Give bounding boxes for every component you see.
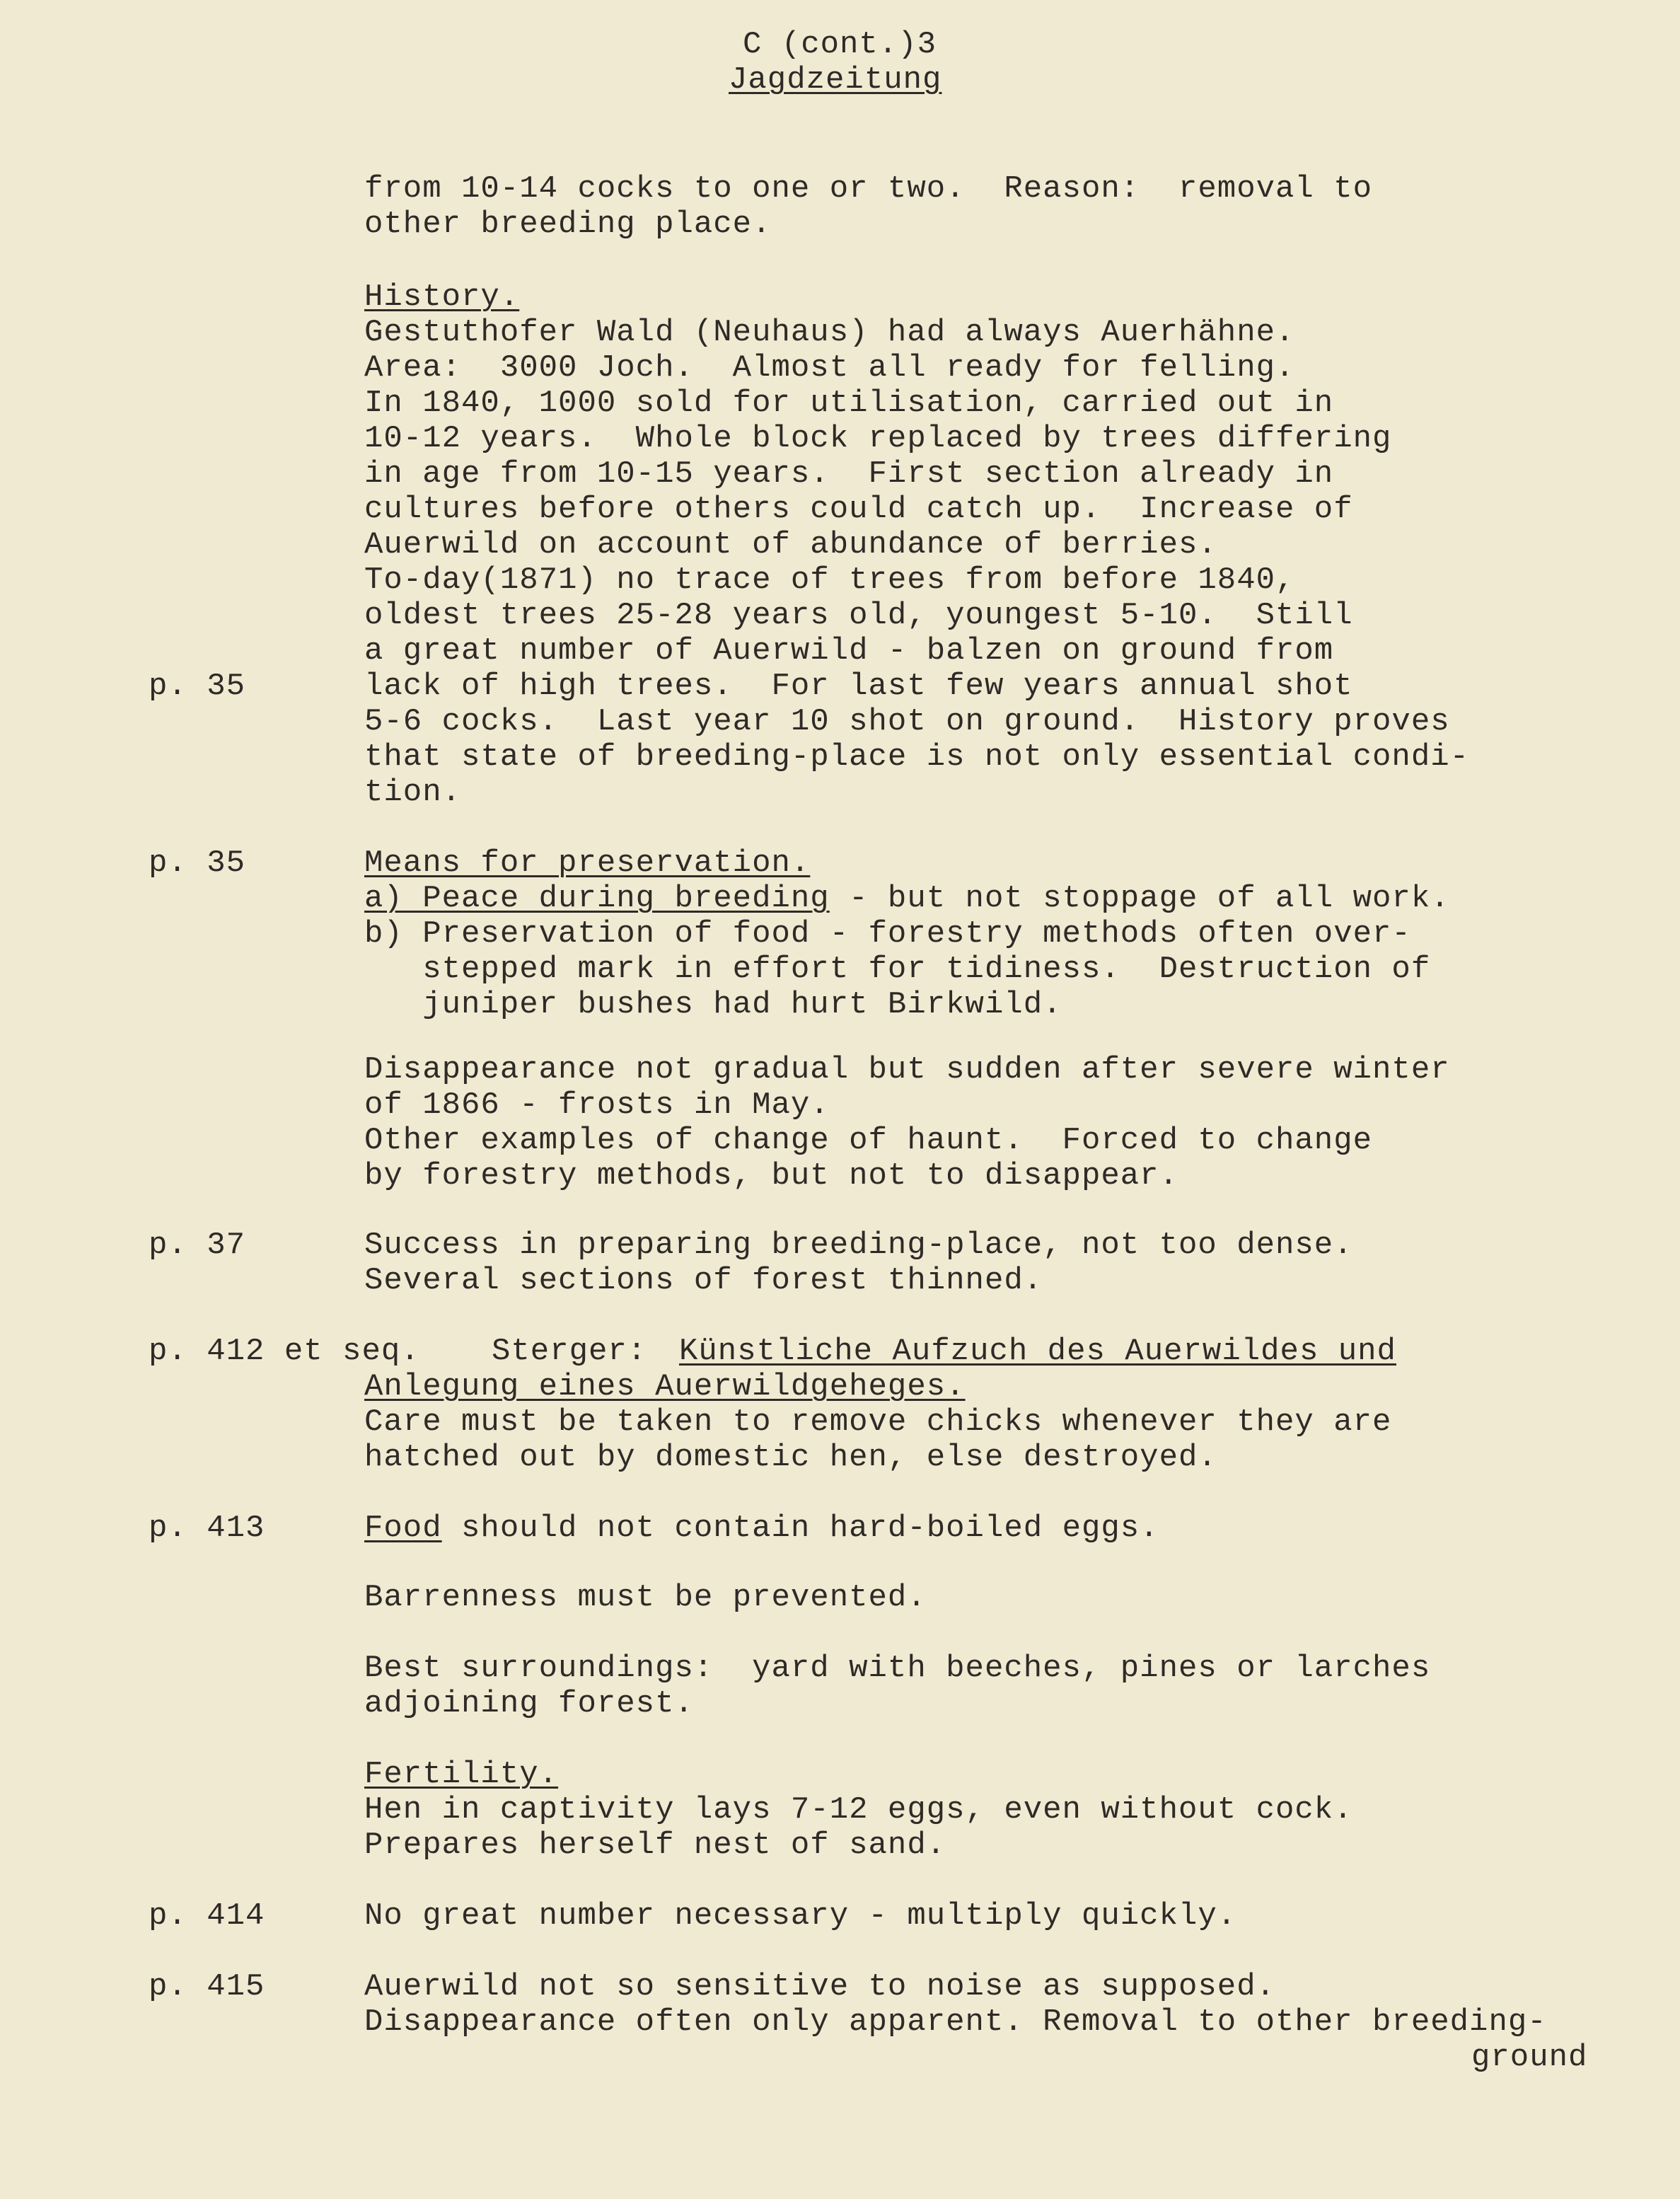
history-line: 5-6 cocks. Last year 10 shot on ground. History proves xyxy=(364,704,1450,739)
history-line: a great number of Auerwild - balzen on ground from xyxy=(364,633,1334,669)
disappearance-line: Disappearance not gradual but sudden after severe winter xyxy=(364,1052,1450,1087)
food-line xyxy=(364,1511,1159,1546)
p415-line: Disappearance often only apparent. Removal to other breeding- xyxy=(364,2004,1547,2040)
page-ref: p. 414 xyxy=(149,1898,265,1934)
page-label: C (cont.)3 xyxy=(743,27,937,62)
page-ref: p. 415 xyxy=(149,1969,265,2004)
journal-title: Jagdzeitung xyxy=(729,62,942,98)
means-item-b: juniper bushes had hurt Birkwild. xyxy=(364,987,1062,1022)
page-ref: p. 412 et seq. xyxy=(149,1334,420,1369)
means-item-a xyxy=(364,881,1450,916)
history-line: Gestuthofer Wald (Neuhaus) had always Auerhähne. xyxy=(364,315,1295,350)
surroundings-line: adjoining forest. xyxy=(364,1686,694,1721)
disappearance-line: by forestry methods, but not to disappear. xyxy=(364,1158,1178,1194)
p415-line: Auerwild not so sensitive to noise as supposed. xyxy=(364,1969,1276,2004)
disappearance-line: of 1866 - frosts in May. xyxy=(364,1087,830,1123)
history-line: In 1840, 1000 sold for utilisation, carried out in xyxy=(364,386,1334,421)
sterger-line: hatched out by domestic hen, else destroyed. xyxy=(364,1440,1217,1475)
p415-line: ground xyxy=(1471,2040,1588,2075)
history-line: that state of breeding-place is not only essential condi- xyxy=(364,739,1470,775)
means-item-a-rest: - but not stoppage of all work. xyxy=(829,881,1450,916)
surroundings-line: Best surroundings: yard with beeches, pines or larches xyxy=(364,1651,1431,1686)
intro-line-2: other breeding place. xyxy=(364,207,772,242)
history-heading: History. xyxy=(364,279,520,315)
success-line: Success in preparing breeding-place, not too dense. xyxy=(364,1228,1353,1263)
means-item-b: stepped mark in effort for tidiness. Destruction of xyxy=(364,952,1431,987)
means-item-a-underlined: a) Peace during breeding xyxy=(364,881,830,916)
fertility-line: Prepares herself nest of sand. xyxy=(364,1828,946,1863)
sterger-line: Care must be taken to remove chicks whenever they are xyxy=(364,1404,1392,1440)
page-ref: p. 413 xyxy=(149,1511,265,1546)
page-ref: p. 35 xyxy=(149,845,246,881)
page-ref: p. 35 xyxy=(149,669,246,704)
barrenness-line: Barrenness must be prevented. xyxy=(364,1580,927,1615)
sterger-title-2: Anlegung eines Auerwildgeheges. xyxy=(364,1369,966,1404)
disappearance-line: Other examples of change of haunt. Forced to change xyxy=(364,1123,1373,1158)
fertility-heading: Fertility. xyxy=(364,1757,559,1792)
sterger-title-1: Künstliche Aufzuch des Auerwildes und xyxy=(679,1334,1396,1369)
history-line: cultures before others could catch up. Increase of xyxy=(364,492,1353,527)
p414-line: No great number necessary - multiply quickly. xyxy=(364,1898,1237,1934)
history-line: oldest trees 25-28 years old, youngest 5-10. Still xyxy=(364,598,1353,633)
history-line: in age from 10-15 years. First section already in xyxy=(364,456,1334,492)
intro-line-1: from 10-14 cocks to one or two. Reason: removal to xyxy=(364,171,1373,207)
food-rest: should not contain hard-boiled eggs. xyxy=(441,1511,1159,1546)
history-line: To-day(1871) no trace of trees from before 1840, xyxy=(364,562,1295,598)
history-line: lack of high trees. For last few years annual shot xyxy=(364,669,1353,704)
history-line: tion. xyxy=(364,775,462,810)
success-line: Several sections of forest thinned. xyxy=(364,1263,1043,1298)
history-line: Area: 3000 Joch. Almost all ready for felling. xyxy=(364,350,1295,386)
food-word: Food xyxy=(364,1511,442,1546)
means-heading: Means for preservation. xyxy=(364,845,811,881)
history-line: Auerwild on account of abundance of berries. xyxy=(364,527,1217,562)
fertility-line: Hen in captivity lays 7-12 eggs, even without cock. xyxy=(364,1792,1353,1828)
page-ref: p. 37 xyxy=(149,1228,246,1263)
means-item-b: b) Preservation of food - forestry methods often over- xyxy=(364,916,1411,952)
history-line: 10-12 years. Whole block replaced by trees differing xyxy=(364,421,1392,456)
sterger-author: Sterger: xyxy=(492,1334,647,1369)
